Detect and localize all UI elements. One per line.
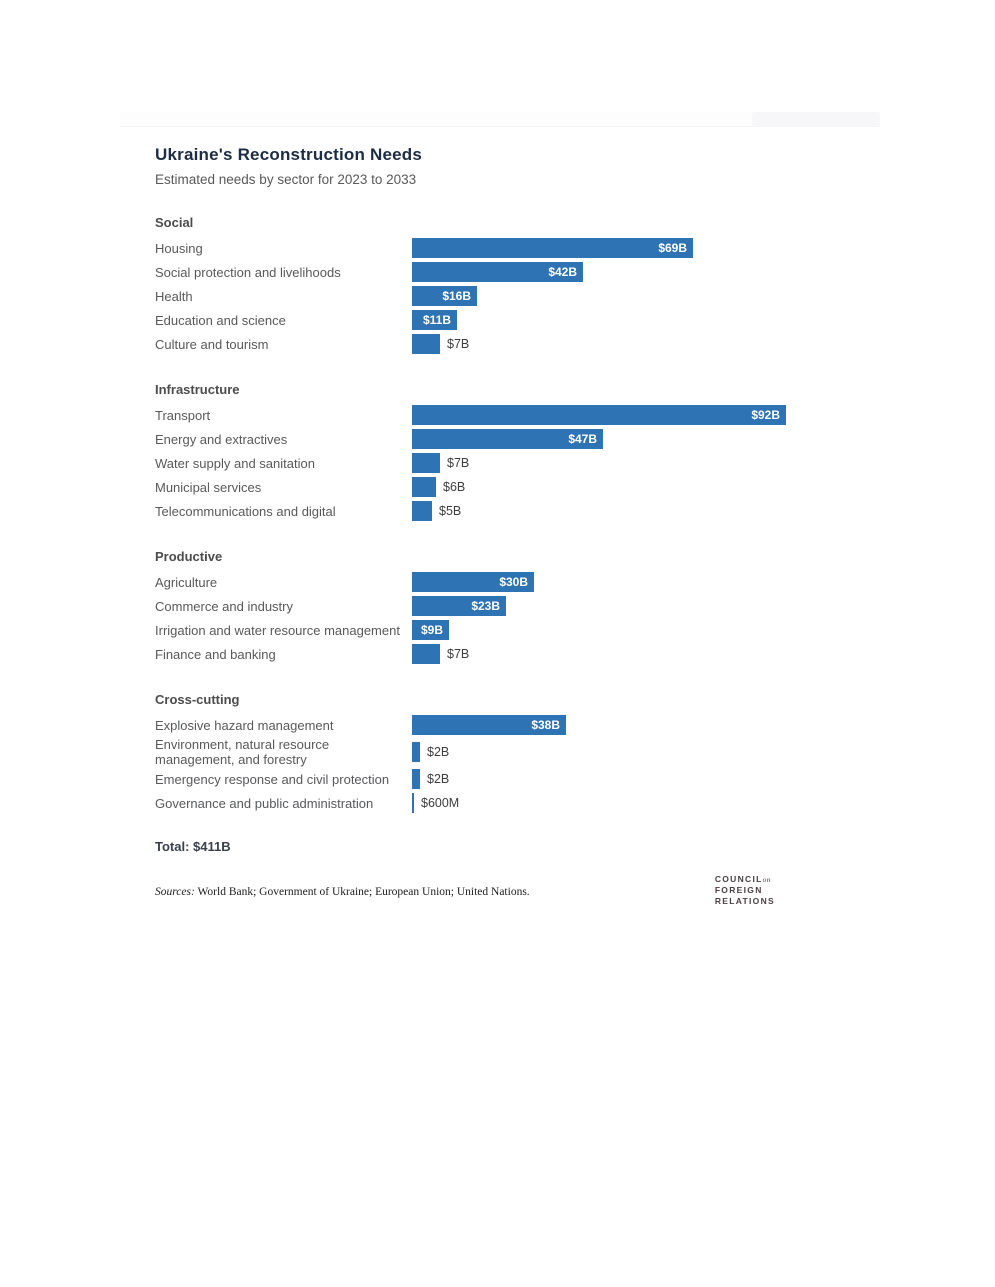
bar-water-supply-and-sanitation bbox=[412, 453, 440, 473]
category-label: Commerce and industry bbox=[155, 598, 293, 614]
bar-environment-natural-resource-management-and-forestry bbox=[412, 742, 420, 762]
bar-track bbox=[412, 570, 795, 594]
bar-track bbox=[412, 713, 795, 737]
value-label: $38B bbox=[531, 718, 560, 732]
bar-track bbox=[412, 284, 795, 308]
category-label: Energy and extractives bbox=[155, 431, 288, 447]
value-label: $7B bbox=[447, 456, 470, 470]
value-label: $2B bbox=[427, 745, 450, 759]
bar-track bbox=[412, 642, 795, 666]
section-title-productive: Productive bbox=[155, 549, 223, 564]
category-label: Health bbox=[155, 288, 193, 304]
bar-track bbox=[412, 475, 795, 499]
bar-telecommunications-and-digital bbox=[412, 501, 432, 521]
logo-line-1: COUNCIL bbox=[714, 874, 763, 884]
chart-footer bbox=[155, 874, 795, 907]
chart-row-commerce-and-industry bbox=[155, 594, 795, 618]
bar-culture-and-tourism bbox=[412, 334, 440, 354]
category-label: Environment, natural resource management, and forestry bbox=[155, 737, 330, 767]
bar-track bbox=[412, 618, 795, 642]
category-label: Culture and tourism bbox=[155, 336, 269, 352]
chart-row-health bbox=[155, 284, 795, 308]
value-label: $11B bbox=[422, 313, 451, 327]
value-label: $7B bbox=[447, 647, 470, 661]
sources-note bbox=[155, 886, 530, 898]
bar-education-and-science bbox=[412, 310, 457, 330]
bar-transport bbox=[412, 405, 786, 425]
category-label: Municipal services bbox=[155, 479, 262, 495]
logo-line-3: RELATIONS bbox=[714, 896, 775, 906]
chart-row-finance-and-banking bbox=[155, 642, 795, 666]
chart-section-productive bbox=[155, 549, 795, 666]
chart-total: Total: $411B bbox=[155, 839, 231, 854]
chart-section-social bbox=[155, 215, 795, 356]
chart-title: Ukraine's Reconstruction Needs bbox=[155, 145, 423, 164]
category-label: Housing bbox=[155, 240, 203, 256]
sources-label: Sources: bbox=[155, 886, 195, 898]
chart-section-cross-cutting bbox=[155, 692, 795, 815]
bar-chart bbox=[155, 215, 795, 815]
bar-emergency-response-and-civil-protection bbox=[412, 769, 420, 789]
bar-track bbox=[412, 767, 795, 791]
category-label: Agriculture bbox=[155, 574, 218, 590]
value-label: $42B bbox=[548, 265, 577, 279]
bar-track bbox=[412, 427, 795, 451]
category-label: Emergency response and civil protection bbox=[155, 771, 390, 787]
bar-track bbox=[412, 308, 795, 332]
bar-track bbox=[412, 260, 795, 284]
value-label: $47B bbox=[568, 432, 597, 446]
value-label: $6B bbox=[443, 480, 466, 494]
bar-track bbox=[412, 236, 795, 260]
bar-health bbox=[412, 286, 477, 306]
bar-municipal-services bbox=[412, 477, 436, 497]
bar-track bbox=[412, 594, 795, 618]
category-label: Education and science bbox=[155, 312, 286, 328]
bar-agriculture bbox=[412, 572, 534, 592]
cfr-logo bbox=[715, 874, 775, 907]
chart-row-emergency-response-and-civil-protection bbox=[155, 767, 795, 791]
logo-connector: on bbox=[762, 875, 771, 884]
category-label: Irrigation and water resource management bbox=[155, 622, 400, 638]
chart-row-governance-and-public-administration bbox=[155, 791, 795, 815]
chart-row-culture-and-tourism bbox=[155, 332, 795, 356]
chart-row-environment-natural-resource-management-and-forestry bbox=[155, 737, 795, 767]
logo-line-2: FOREIGN bbox=[714, 885, 763, 895]
chart-row-telecommunications-and-digital bbox=[155, 499, 795, 523]
category-label: Finance and banking bbox=[155, 646, 276, 662]
bar-track bbox=[412, 740, 795, 764]
bar-irrigation-and-water-resource-management bbox=[412, 620, 449, 640]
chart-row-housing bbox=[155, 236, 795, 260]
chart-subtitle: Estimated needs by sector for 2023 to 2033 bbox=[155, 172, 417, 187]
bar-track bbox=[412, 332, 795, 356]
value-label: $30B bbox=[499, 575, 528, 589]
bar-housing bbox=[412, 238, 693, 258]
top-right-tab bbox=[752, 112, 880, 126]
category-label: Explosive hazard management bbox=[155, 717, 334, 733]
bar-governance-and-public-administration bbox=[412, 793, 414, 813]
category-label: Transport bbox=[155, 407, 211, 423]
chart-row-municipal-services bbox=[155, 475, 795, 499]
value-label: $92B bbox=[751, 408, 780, 422]
value-label: $7B bbox=[447, 337, 470, 351]
bar-energy-and-extractives bbox=[412, 429, 603, 449]
value-label: $2B bbox=[427, 772, 450, 786]
bar-explosive-hazard-management bbox=[412, 715, 566, 735]
chart-row-transport bbox=[155, 403, 795, 427]
bar-track bbox=[412, 791, 795, 815]
bar-track bbox=[412, 451, 795, 475]
top-divider bbox=[120, 112, 880, 127]
section-title-social: Social bbox=[155, 215, 194, 230]
value-label: $9B bbox=[420, 623, 443, 637]
bar-social-protection-and-livelihoods bbox=[412, 262, 583, 282]
bar-track bbox=[412, 499, 795, 523]
value-label: $5B bbox=[439, 504, 462, 518]
chart-row-irrigation-and-water-resource-management bbox=[155, 618, 795, 642]
category-label: Social protection and livelihoods bbox=[155, 264, 341, 280]
category-label: Governance and public administration bbox=[155, 795, 374, 811]
chart-card bbox=[155, 145, 795, 907]
value-label: $16B bbox=[442, 289, 471, 303]
bar-track bbox=[412, 403, 795, 427]
chart-row-water-supply-and-sanitation bbox=[155, 451, 795, 475]
value-label: $23B bbox=[471, 599, 500, 613]
chart-row-social-protection-and-livelihoods bbox=[155, 260, 795, 284]
value-label: $69B bbox=[658, 241, 687, 255]
value-label: $600M bbox=[421, 796, 460, 810]
chart-section-infrastructure bbox=[155, 382, 795, 523]
bar-finance-and-banking bbox=[412, 644, 440, 664]
section-title-infrastructure: Infrastructure bbox=[155, 382, 240, 397]
section-title-cross-cutting: Cross-cutting bbox=[155, 692, 240, 707]
sources-text: World Bank; Government of Ukraine; European Union; United Nations. bbox=[197, 886, 530, 898]
chart-row-education-and-science bbox=[155, 308, 795, 332]
chart-row-agriculture bbox=[155, 570, 795, 594]
category-label: Water supply and sanitation bbox=[155, 455, 315, 471]
category-label: Telecommunications and digital bbox=[155, 503, 336, 519]
chart-row-explosive-hazard-management bbox=[155, 713, 795, 737]
chart-row-energy-and-extractives bbox=[155, 427, 795, 451]
bar-commerce-and-industry bbox=[412, 596, 506, 616]
